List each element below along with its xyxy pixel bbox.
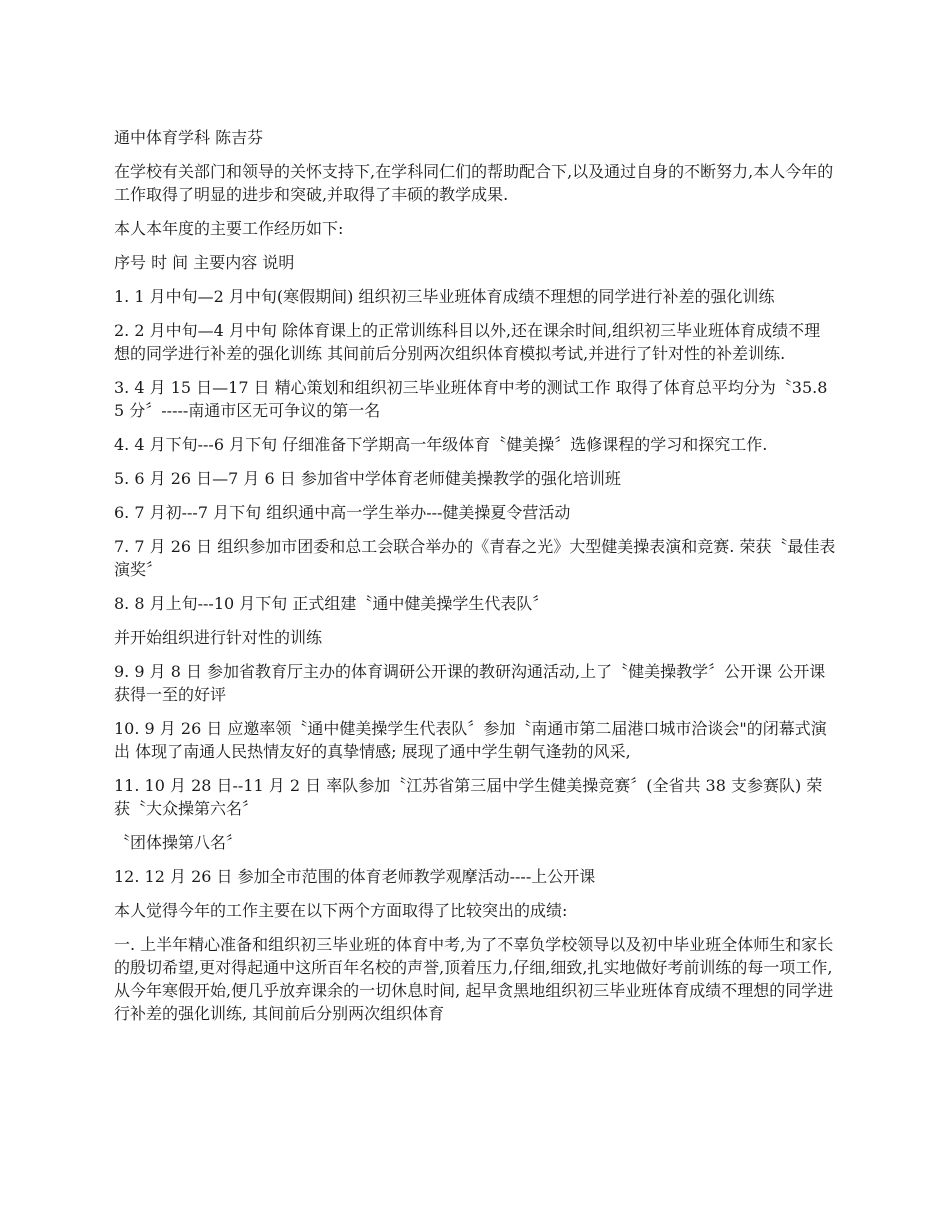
list-item-4: 4. 4 月下旬---6 月下旬 仔细准备下学期高一年级体育〝健美操〞选修课程的学习和探究工作. [114, 435, 768, 454]
list-item-1: 1. 1 月中旬—2 月中旬(寒假期间) 组织初三毕业班体育成绩不理想的同学进行补差的强化训练 [114, 287, 775, 306]
document-page [114, 126, 836, 1036]
achievements-heading: 本人觉得今年的工作主要在以下两个方面取得了比较突出的成绩: [114, 901, 568, 920]
list-item-10: 10. 9 月 26 日 应邀率领〝通中健美操学生代表队〞参加〝南通市第二届港口城市洽谈会"的闭幕式演出 体现了南通人民热情友好的真挚情感; 展现了通中学生朝气逢勃的风采, [114, 719, 827, 761]
list-item-8: 8. 8 月上旬---10 月下旬 正式组建〝通中健美操学生代表队〞 [114, 594, 549, 613]
list-item-12: 12. 12 月 26 日 参加全市范围的体育老师教学观摩活动----上公开课 [114, 867, 596, 886]
list-item-2: 2. 2 月中旬—4 月中旬 除体育课上的正常训练科目以外,还在课余时间,组织初三毕业班体育成绩不理想的同学进行补差的强化训练 其间前后分别两次组织体育模拟考试,并进行了针对性的补差训练. [114, 321, 821, 363]
list-item-5: 5. 6 月 26 日—7 月 6 日 参加省中学体育老师健美操教学的强化培训班 [114, 469, 621, 488]
list-item-11-continued: 〝团体操第八名〞 [114, 833, 243, 852]
table-header-line: 序号 时 间 主要内容 说明 [114, 253, 295, 272]
achievement-paragraph-1: 一. 上半年精心准备和组织初三毕业班的体育中考,为了不辜负学校领导以及初中毕业班全体师生和家长的殷切希望,更对得起通中这所百年名校的声誉,顶着压力,仔细,细致,扎实地做好考前训练的每一项工作,从今年寒假开始,便几乎放弃课余的一切休息时间, 起早贪黑地组织初三毕业班体育成绩不理想的同学进行补差的强化训练, 其间前后分别两次组织体育 [114, 935, 834, 1023]
list-item-8-continued: 并开始组织进行针对性的训练 [114, 628, 323, 647]
list-item-3: 3. 4 月 15 日—17 日 精心策划和组织初三毕业班体育中考的测试工作 取得了体育总平均分为〝35.85 分〞-----南通市区无可争议的第一名 [114, 378, 828, 420]
list-item-11: 11. 10 月 28 日--11 月 2 日 率队参加〝江苏省第三届中学生健美操竞赛〞(全省共 38 支参赛队) 荣获〝大众操第六名〞 [114, 776, 823, 818]
list-item-7: 7. 7 月 26 日 组织参加市团委和总工会联合举办的《青春之光》大型健美操表演和竞赛. 荣获〝最佳表演奖〞 [114, 537, 836, 579]
list-item-6: 6. 7 月初---7 月下旬 组织通中高一学生举办---健美操夏令营活动 [114, 503, 571, 522]
work-history-heading: 本人本年度的主要工作经历如下: [114, 219, 344, 238]
intro-paragraph: 在学校有关部门和领导的关怀支持下,在学科同仁们的帮助配合下,以及通过自身的不断努力,本人今年的工作取得了明显的进步和突破,并取得了丰硕的教学成果. [114, 162, 834, 204]
list-item-9: 9. 9 月 8 日 参加省教育厅主办的体育调研公开课的教研沟通活动,上了〝健美操教学〞公开课 公开课获得一至的好评 [114, 662, 826, 704]
author-line: 通中体育学科 陈吉芬 [114, 128, 264, 147]
